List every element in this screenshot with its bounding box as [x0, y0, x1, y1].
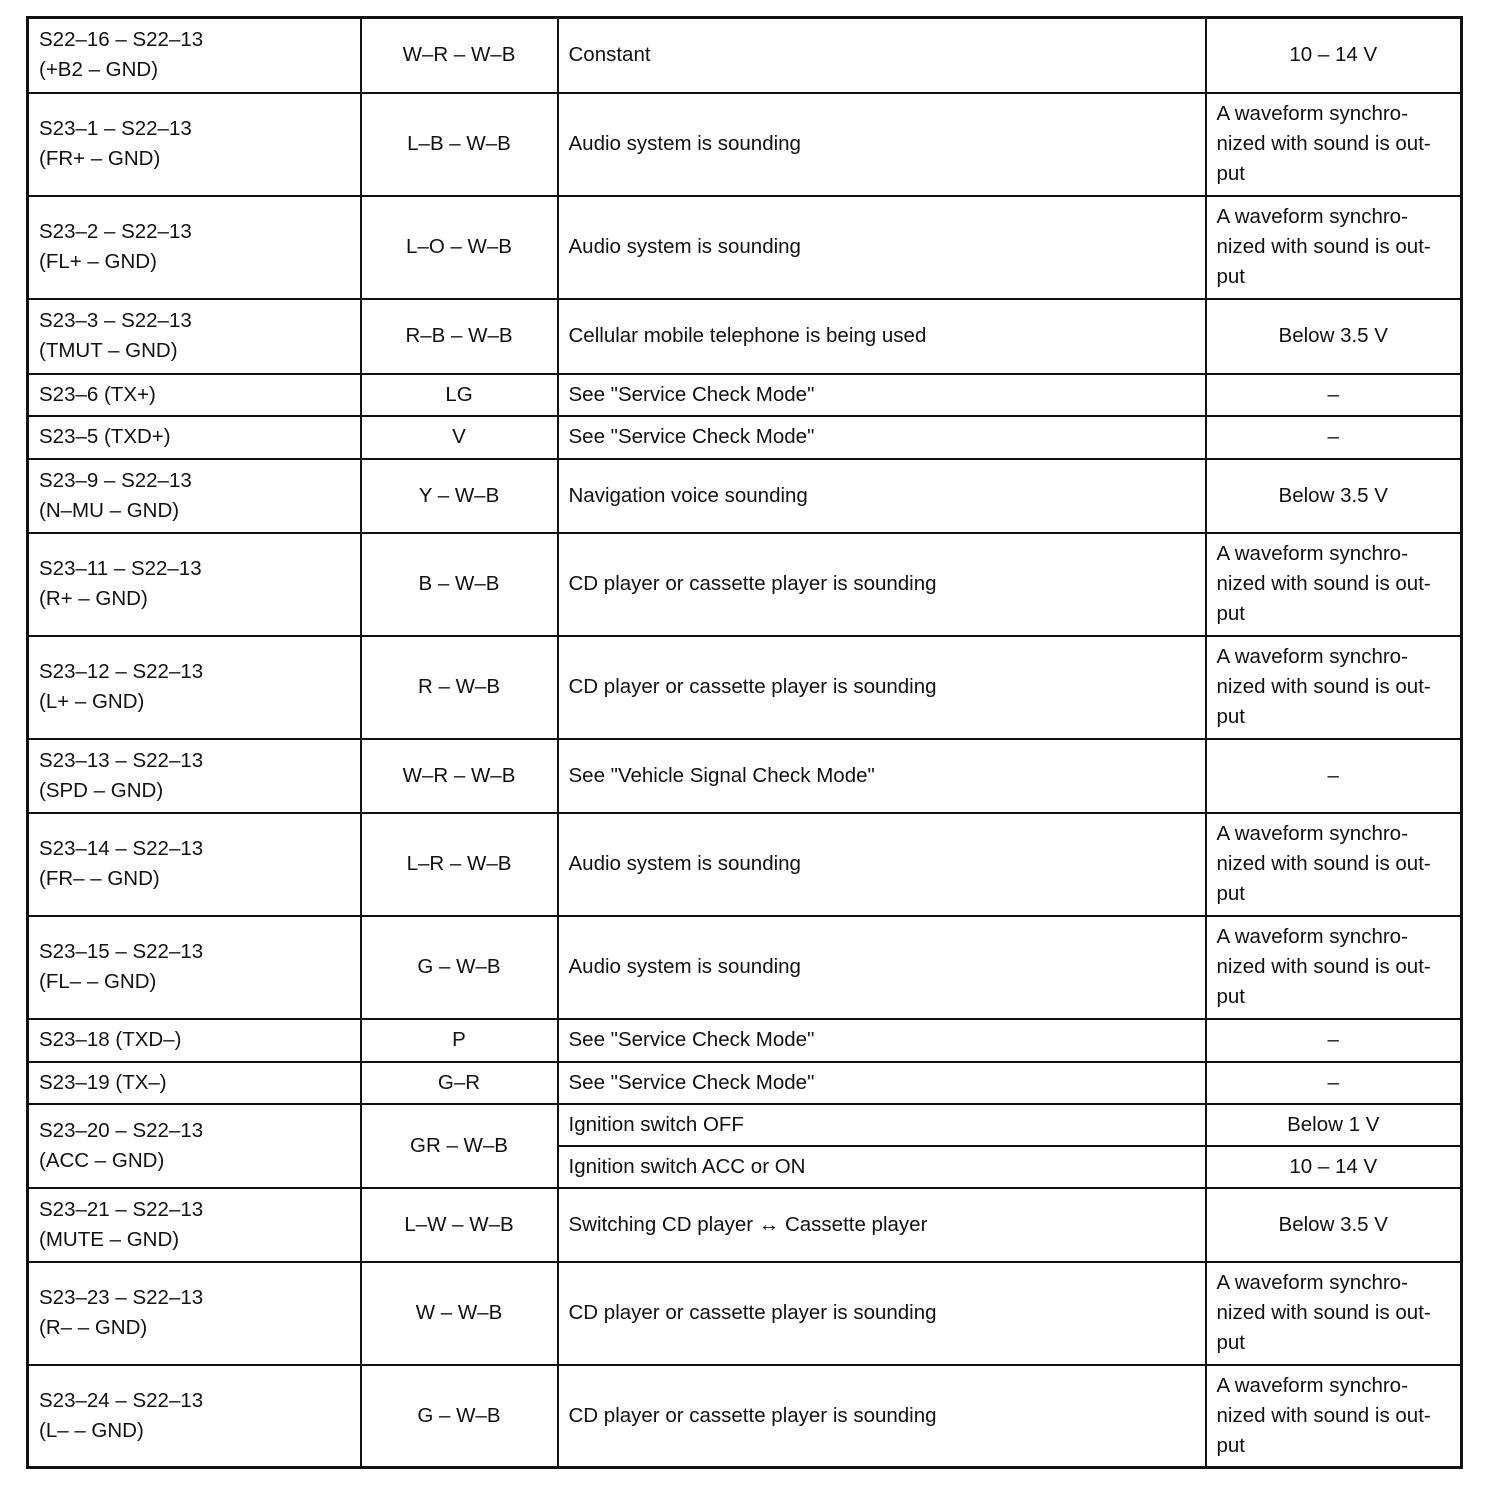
text-line: S23–9 – S22–13	[39, 468, 192, 492]
specified-condition-cell	[1206, 299, 1462, 374]
text-line: S23–21 – S22–13	[39, 1197, 204, 1221]
text-line: (R– – GND)	[39, 1316, 148, 1339]
table-row	[28, 1188, 1462, 1262]
text-line: (L– – GND)	[39, 1418, 144, 1442]
text-line: Below 3.5 V	[1278, 483, 1388, 507]
table-row	[28, 299, 1462, 374]
condition-cell: Audio system is sounding	[558, 916, 1206, 1019]
terminal-cell	[28, 636, 361, 739]
specified-condition-cell	[1206, 739, 1462, 813]
text-line: –	[1327, 382, 1339, 406]
table-row	[28, 1365, 1462, 1468]
text-line: A waveform synchro-	[1216, 205, 1408, 228]
text-line: A waveform synchro-	[1216, 102, 1408, 125]
text-line: S23–23 – S22–13	[39, 1286, 204, 1309]
terminal-cell	[28, 533, 361, 636]
wiring-color-cell: W – W–B	[361, 1262, 558, 1365]
specified-condition-cell	[1206, 533, 1462, 636]
text-line: 10 – 14 V	[1289, 1154, 1378, 1178]
text-line: (FR+ – GND)	[39, 147, 161, 170]
table-row	[28, 1062, 1462, 1104]
wiring-color-cell: V	[361, 416, 558, 459]
terminal-cell	[28, 196, 361, 299]
text-line: A waveform synchro-	[1216, 542, 1408, 565]
specified-condition-cell	[1206, 916, 1462, 1019]
text-line: A waveform synchro-	[1216, 1373, 1408, 1397]
specified-condition-cell	[1206, 1019, 1462, 1062]
specified-condition-cell	[1206, 374, 1462, 416]
specified-condition-cell	[1206, 1365, 1462, 1468]
wiring-color-cell: LG	[361, 374, 558, 416]
text-line: S23–3 – S22–13	[39, 309, 192, 332]
table-row	[28, 916, 1462, 1019]
terminal-cell	[28, 374, 361, 416]
text-line: S23–12 – S22–13	[39, 660, 204, 683]
condition-cell: CD player or cassette player is sounding	[558, 533, 1206, 636]
text-line: S23–13 – S22–13	[39, 748, 204, 772]
text-line: S23–1 – S22–13	[39, 117, 192, 140]
terminal-cell	[28, 916, 361, 1019]
terminal-cell	[28, 1062, 361, 1104]
text-line: (ACC – GND)	[39, 1148, 165, 1172]
text-line: 10 – 14 V	[1289, 43, 1378, 67]
wiring-color-cell: L–B – W–B	[361, 93, 558, 196]
condition-cell: CD player or cassette player is sounding	[558, 1365, 1206, 1468]
condition-cell: CD player or cassette player is sounding	[558, 636, 1206, 739]
text-line: S23–19 (TX–)	[39, 1070, 167, 1094]
text-line: nized with sound is out-	[1216, 1403, 1431, 1427]
condition-cell: See "Service Check Mode"	[558, 374, 1206, 416]
terminal-cell	[28, 1188, 361, 1262]
condition-cell: See "Service Check Mode"	[558, 1019, 1206, 1062]
specified-condition-cell	[1206, 196, 1462, 299]
text-line: S22–16 – S22–13	[39, 28, 204, 52]
text-line: nized with sound is out-	[1216, 132, 1431, 155]
specified-condition-cell	[1206, 1146, 1462, 1188]
wiring-color-cell: GR – W–B	[361, 1104, 558, 1188]
specified-condition-cell	[1206, 459, 1462, 533]
wiring-color-cell: R – W–B	[361, 636, 558, 739]
text-line: S23–11 – S22–13	[39, 557, 202, 580]
text-line: nized with sound is out-	[1216, 235, 1431, 258]
text-line: S23–2 – S22–13	[39, 220, 192, 243]
text-line: nized with sound is out-	[1216, 675, 1431, 698]
condition-cell: See "Service Check Mode"	[558, 1062, 1206, 1104]
text-line: put	[1216, 162, 1245, 185]
text-line: Below 3.5 V	[1278, 324, 1388, 347]
table-row	[28, 1104, 1462, 1146]
text-line: (R+ – GND)	[39, 587, 148, 610]
terminal-cell	[28, 93, 361, 196]
text-line: nized with sound is out-	[1216, 1301, 1431, 1324]
table-row	[28, 196, 1462, 299]
condition-cell: Audio system is sounding	[558, 196, 1206, 299]
wiring-color-cell: G – W–B	[361, 1365, 558, 1468]
text-line: –	[1327, 425, 1339, 448]
wiring-color-cell: L–R – W–B	[361, 813, 558, 916]
wiring-color-cell: G – W–B	[361, 916, 558, 1019]
wiring-color-cell: B – W–B	[361, 533, 558, 636]
text-line: –	[1327, 1070, 1339, 1094]
text-line: (+B2 – GND)	[39, 58, 159, 82]
text-line: (L+ – GND)	[39, 690, 145, 713]
condition-cell: Ignition switch ACC or ON	[558, 1146, 1206, 1188]
text-line: S23–18 (TXD–)	[39, 1028, 182, 1051]
text-line: –	[1327, 763, 1339, 787]
table-row	[28, 416, 1462, 459]
table-row	[28, 1262, 1462, 1365]
table-row	[28, 374, 1462, 416]
text-line: put	[1216, 1433, 1245, 1457]
condition-cell: Audio system is sounding	[558, 813, 1206, 916]
specified-condition-cell	[1206, 1188, 1462, 1262]
terminal-cell	[28, 299, 361, 374]
text-line: (MUTE – GND)	[39, 1227, 180, 1251]
specified-condition-cell	[1206, 1062, 1462, 1104]
table-row	[28, 459, 1462, 533]
condition-cell: Navigation voice sounding	[558, 459, 1206, 533]
table-row	[28, 533, 1462, 636]
text-line: S23–15 – S22–13	[39, 940, 204, 963]
terminal-cell	[28, 416, 361, 459]
terminal-cell	[28, 1365, 361, 1468]
condition-cell: Audio system is sounding	[558, 93, 1206, 196]
text-line: S23–20 – S22–13	[39, 1118, 204, 1142]
condition-cell: CD player or cassette player is sounding	[558, 1262, 1206, 1365]
condition-cell: Constant	[558, 18, 1206, 93]
wiring-color-cell: P	[361, 1019, 558, 1062]
text-line: (FL– – GND)	[39, 970, 157, 993]
wiring-color-cell: L–O – W–B	[361, 196, 558, 299]
text-line: (TMUT – GND)	[39, 339, 178, 362]
wiring-color-cell: G–R	[361, 1062, 558, 1104]
text-line: (FR– – GND)	[39, 867, 160, 890]
text-line: –	[1327, 1028, 1339, 1051]
terminal-cell	[28, 1104, 361, 1188]
text-line: put	[1216, 882, 1245, 905]
terminal-cell	[28, 1262, 361, 1365]
text-line: put	[1216, 705, 1245, 728]
specified-condition-cell	[1206, 416, 1462, 459]
text-line: nized with sound is out-	[1216, 852, 1431, 875]
terminal-cell	[28, 739, 361, 813]
wiring-color-cell: R–B – W–B	[361, 299, 558, 374]
condition-cell: Cellular mobile telephone is being used	[558, 299, 1206, 374]
table-row	[28, 813, 1462, 916]
condition-cell: Ignition switch OFF	[558, 1104, 1206, 1146]
wiring-color-cell: W–R – W–B	[361, 18, 558, 93]
text-line: S23–14 – S22–13	[39, 837, 204, 860]
specified-condition-cell	[1206, 1104, 1462, 1146]
text-line: put	[1216, 985, 1245, 1008]
text-line: put	[1216, 602, 1245, 625]
text-line: S23–5 (TXD+)	[39, 425, 171, 448]
specified-condition-cell	[1206, 1262, 1462, 1365]
table-row	[28, 1019, 1462, 1062]
specified-condition-cell	[1206, 93, 1462, 196]
wiring-color-cell: Y – W–B	[361, 459, 558, 533]
terminal-cell	[28, 18, 361, 93]
terminal-inspection-table	[26, 16, 1463, 1469]
table-body	[28, 18, 1462, 1468]
text-line: nized with sound is out-	[1216, 572, 1431, 595]
text-line: A waveform synchro-	[1216, 645, 1408, 668]
text-line: (FL+ – GND)	[39, 250, 157, 273]
specified-condition-cell	[1206, 636, 1462, 739]
condition-cell: Switching CD player ↔ Cassette player	[558, 1188, 1206, 1262]
text-line: (SPD – GND)	[39, 778, 164, 802]
text-line: S23–24 – S22–13	[39, 1388, 204, 1412]
text-line: Below 3.5 V	[1278, 1212, 1388, 1236]
terminal-cell	[28, 459, 361, 533]
wiring-color-cell: L–W – W–B	[361, 1188, 558, 1262]
specified-condition-cell	[1206, 813, 1462, 916]
text-line: A waveform synchro-	[1216, 822, 1408, 845]
condition-cell: See "Vehicle Signal Check Mode"	[558, 739, 1206, 813]
table-row	[28, 739, 1462, 813]
text-line: put	[1216, 1331, 1245, 1354]
text-line: A waveform synchro-	[1216, 925, 1408, 948]
text-line: A waveform synchro-	[1216, 1271, 1408, 1294]
text-line: nized with sound is out-	[1216, 955, 1431, 978]
text-line: Below 1 V	[1287, 1112, 1380, 1136]
wiring-color-cell: W–R – W–B	[361, 739, 558, 813]
text-line: S23–6 (TX+)	[39, 382, 156, 406]
specified-condition-cell	[1206, 18, 1462, 93]
text-line: (N–MU – GND)	[39, 498, 180, 522]
table-row	[28, 18, 1462, 93]
terminal-cell	[28, 1019, 361, 1062]
table-row	[28, 636, 1462, 739]
table-row	[28, 93, 1462, 196]
terminal-cell	[28, 813, 361, 916]
text-line: put	[1216, 265, 1245, 288]
condition-cell: See "Service Check Mode"	[558, 416, 1206, 459]
